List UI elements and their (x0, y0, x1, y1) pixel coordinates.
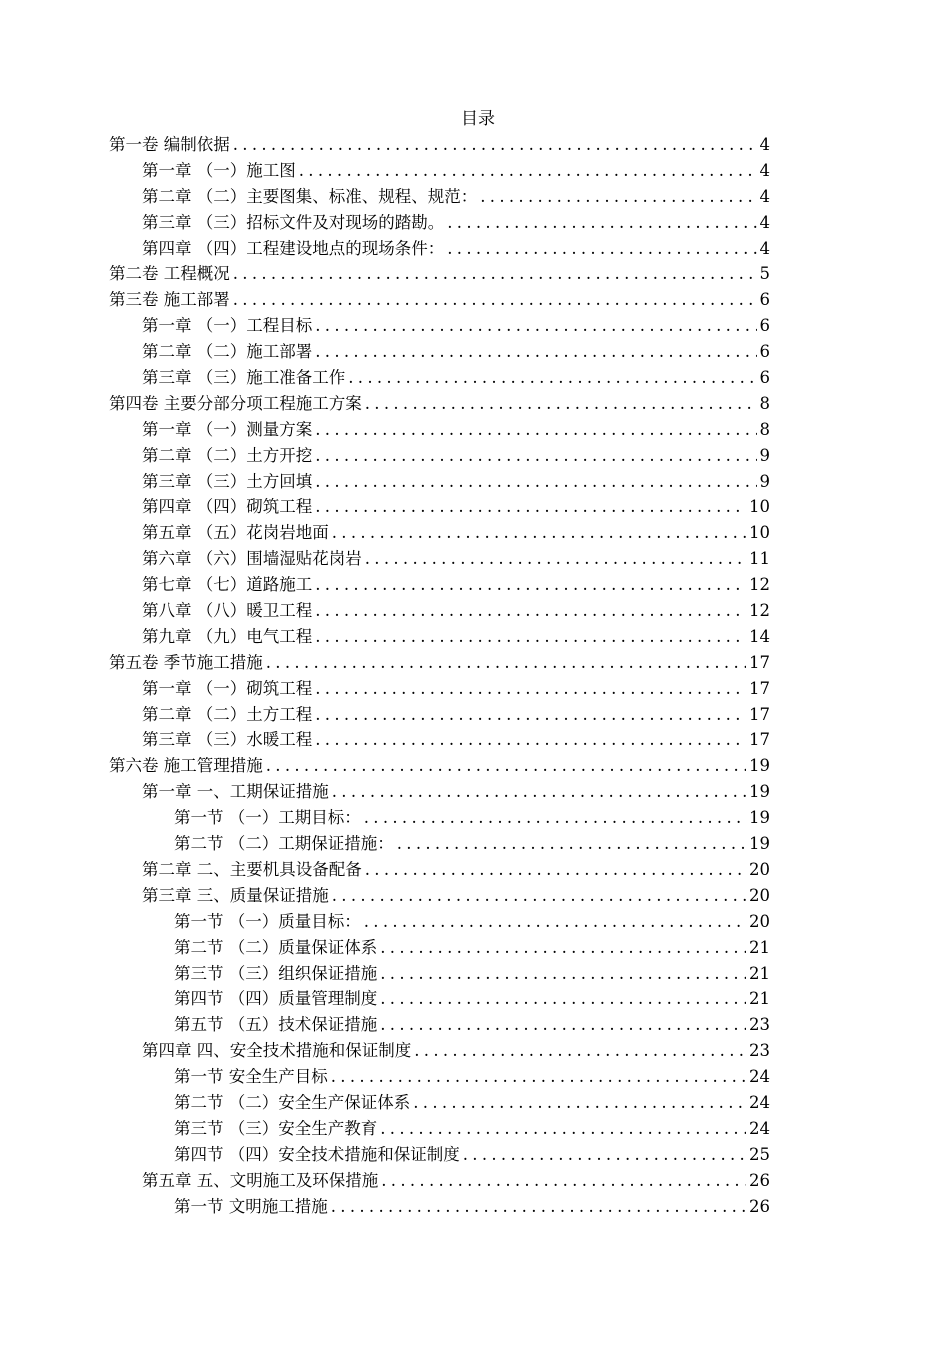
toc-entry-page-number: 4 (759, 135, 770, 154)
dot-leader (266, 650, 746, 676)
dot-leader (332, 520, 746, 546)
toc-entry-page-number: 4 (759, 186, 770, 206)
toc-entry-page-number: 8 (759, 393, 770, 413)
toc-entry-page-number: 20 (749, 911, 770, 931)
dot-leader (331, 1064, 746, 1090)
dot-leader (315, 494, 746, 520)
toc-entry-label: 第二章 （二）土方开挖 (142, 445, 313, 465)
toc-entry[interactable] (0, 184, 950, 210)
dot-leader (332, 883, 746, 909)
toc-entry-page-number: 19 (749, 808, 770, 828)
toc-entry[interactable] (0, 365, 950, 391)
toc-entry[interactable] (0, 313, 950, 339)
toc-entry-label: 第一节 文明施工措施 (174, 1196, 328, 1216)
toc-entry-page-number: 26 (749, 1196, 770, 1216)
dot-leader (397, 831, 746, 857)
toc-entry-page-number: 24 (749, 1092, 770, 1112)
dot-leader (348, 365, 756, 391)
dot-leader (380, 1012, 746, 1038)
toc-entry-page-number: 25 (749, 1144, 770, 1164)
toc-entry-label: 第五节 （五）技术保证措施 (174, 1015, 378, 1035)
dot-leader (315, 469, 756, 495)
toc-entry-page-number: 20 (749, 885, 770, 905)
toc-entry-label: 第一节 （一）工期目标： (174, 808, 361, 828)
toc-entry-page-number: 26 (749, 1170, 770, 1190)
toc-entry-label: 第一节 （一）质量目标： (174, 911, 361, 931)
dot-leader (447, 210, 756, 236)
toc-entry-page-number: 17 (749, 652, 770, 672)
dot-leader (447, 236, 756, 262)
toc-entry-page-number: 6 (759, 368, 770, 388)
toc-entry[interactable] (0, 494, 950, 520)
dot-leader (413, 1090, 746, 1116)
toc-entry-label: 第三章 （三）施工准备工作 (142, 368, 346, 388)
toc-entry-label: 第四节 （四）安全技术措施和保证制度 (174, 1144, 460, 1164)
toc-entry-page-number: 20 (749, 859, 770, 879)
toc-entry-page-number: 10 (749, 497, 770, 517)
dot-leader (315, 572, 746, 598)
toc-entry[interactable] (0, 805, 950, 831)
toc-entry-page-number: 5 (759, 264, 770, 284)
toc-entry[interactable] (0, 1116, 950, 1142)
toc-entry[interactable] (0, 986, 950, 1012)
dot-leader (380, 1116, 746, 1142)
toc-entry-page-number: 6 (759, 290, 770, 310)
toc-entry-label: 第五章 （五）花岗岩地面 (142, 523, 329, 543)
dot-leader (315, 598, 746, 624)
toc-entry[interactable] (0, 1038, 950, 1064)
table-of-contents (0, 132, 950, 1219)
toc-entry-label: 第一章 （一）工程目标 (142, 316, 313, 336)
dot-leader (365, 391, 757, 417)
dot-leader (315, 676, 746, 702)
dot-leader (364, 909, 746, 935)
dot-leader (315, 339, 756, 365)
toc-entry[interactable] (0, 1142, 950, 1168)
toc-entry-page-number: 4 (759, 238, 770, 258)
toc-entry-label: 第八章 （八）暖卫工程 (142, 601, 313, 621)
toc-entry-page-number: 8 (759, 419, 770, 439)
toc-entry-label: 第一章 （一）施工图 (142, 160, 296, 180)
toc-entry-label: 第三节 （三）组织保证措施 (174, 963, 378, 983)
toc-entry-page-number: 14 (749, 626, 770, 646)
toc-entry[interactable] (0, 417, 950, 443)
dot-leader (233, 132, 757, 158)
dot-leader (299, 158, 757, 184)
dot-leader (365, 546, 746, 572)
toc-entry[interactable] (0, 520, 950, 546)
toc-entry-label: 第六章 （六）围墙湿贴花岗岩 (142, 549, 362, 569)
toc-entry-page-number: 17 (749, 678, 770, 698)
toc-entry-label: 第三章 （三）招标文件及对现场的踏勘。 (142, 212, 445, 232)
toc-entry-page-number: 21 (749, 989, 770, 1009)
toc-entry[interactable] (0, 1194, 950, 1220)
toc-entry-page-number: 4 (759, 212, 770, 232)
toc-entry-page-number: 19 (749, 756, 770, 776)
dot-leader (381, 1168, 746, 1194)
toc-entry-page-number: 19 (749, 834, 770, 854)
toc-entry[interactable] (0, 702, 950, 728)
toc-entry-page-number: 6 (759, 316, 770, 336)
toc-entry-label: 第二章 （二）施工部署 (142, 342, 313, 362)
toc-entry[interactable] (0, 1168, 950, 1194)
toc-entry-label: 第一章 （一）砌筑工程 (142, 678, 313, 698)
toc-entry-label: 第二节 （二）工期保证措施： (174, 834, 394, 854)
toc-entry-page-number: 17 (749, 704, 770, 724)
toc-entry-page-number: 6 (759, 342, 770, 362)
toc-entry-label: 第五卷 季节施工措施 (109, 652, 263, 672)
toc-entry-page-number: 12 (749, 601, 770, 621)
toc-entry-label: 第二节 （二）质量保证体系 (174, 937, 378, 957)
toc-entry-label: 第一节 安全生产目标 (174, 1067, 328, 1087)
toc-entry[interactable] (0, 961, 950, 987)
toc-entry[interactable] (0, 469, 950, 495)
toc-entry-label: 第一卷 编制依据 (109, 135, 230, 154)
toc-entry[interactable] (0, 287, 950, 313)
toc-entry-label: 第二节 （二）安全生产保证体系 (174, 1092, 411, 1112)
toc-entry-page-number: 17 (749, 730, 770, 750)
toc-entry[interactable] (0, 779, 950, 805)
dot-leader (463, 1142, 746, 1168)
toc-entry[interactable] (0, 753, 950, 779)
dot-leader (233, 287, 757, 313)
toc-entry[interactable] (0, 857, 950, 883)
toc-entry-label: 第四卷 主要分部分项工程施工方案 (109, 393, 362, 413)
toc-entry-label: 第三章 三、质量保证措施 (142, 885, 329, 905)
toc-entry[interactable] (0, 727, 950, 753)
toc-entry-page-number: 21 (749, 937, 770, 957)
dot-leader (315, 443, 756, 469)
toc-entry-label: 第六卷 施工管理措施 (109, 756, 263, 776)
toc-entry-label: 第三卷 施工部署 (109, 290, 230, 310)
toc-entry-label: 第七章 （七）道路施工 (142, 575, 313, 595)
toc-entry[interactable] (0, 598, 950, 624)
dot-leader (266, 753, 746, 779)
dot-leader (233, 261, 757, 287)
dot-leader (315, 702, 746, 728)
toc-entry[interactable] (0, 546, 950, 572)
toc-entry[interactable] (0, 1090, 950, 1116)
dot-leader (331, 1194, 746, 1220)
toc-entry-label: 第九章 （九）电气工程 (142, 626, 313, 646)
dot-leader (414, 1038, 746, 1064)
toc-entry-page-number: 19 (749, 782, 770, 802)
toc-entry-page-number: 23 (749, 1015, 770, 1035)
toc-entry-label: 第四章 （四）工程建设地点的现场条件： (142, 238, 445, 258)
dot-leader (364, 805, 746, 831)
toc-entry-label: 第一章 （一）测量方案 (142, 419, 313, 439)
toc-entry-page-number: 23 (749, 1041, 770, 1061)
dot-leader (315, 313, 756, 339)
toc-entry[interactable] (0, 132, 950, 158)
toc-entry[interactable] (0, 1012, 950, 1038)
toc-entry[interactable] (0, 158, 950, 184)
toc-entry-label: 第二章 （二）主要图集、标准、规程、规范： (142, 186, 478, 206)
toc-entry[interactable] (0, 831, 950, 857)
toc-entry-label: 第二卷 工程概况 (109, 264, 230, 284)
toc-entry[interactable] (0, 391, 950, 417)
toc-entry-label: 第四章 四、安全技术措施和保证制度 (142, 1041, 412, 1061)
dot-leader (380, 961, 746, 987)
dot-leader (365, 857, 746, 883)
toc-entry-label: 第二章 二、主要机具设备配备 (142, 859, 362, 879)
dot-leader (315, 417, 756, 443)
toc-entry-label: 第五章 五、文明施工及环保措施 (142, 1170, 379, 1190)
dot-leader (315, 727, 746, 753)
toc-entry[interactable] (0, 676, 950, 702)
toc-entry[interactable] (0, 935, 950, 961)
toc-entry-page-number: 10 (749, 523, 770, 543)
toc-entry[interactable] (0, 210, 950, 236)
toc-entry[interactable] (0, 443, 950, 469)
toc-entry[interactable] (0, 909, 950, 935)
toc-entry-page-number: 9 (759, 445, 770, 465)
toc-entry-page-number: 4 (759, 160, 770, 180)
dot-leader (380, 935, 746, 961)
toc-entry[interactable] (0, 339, 950, 365)
toc-entry-page-number: 21 (749, 963, 770, 983)
toc-entry-page-number: 9 (759, 471, 770, 491)
toc-entry-label: 第三节 （三）安全生产教育 (174, 1118, 378, 1138)
toc-title: 目录 (461, 109, 495, 129)
toc-entry[interactable] (0, 261, 950, 287)
toc-entry-label: 第三章 （三）土方回填 (142, 471, 313, 491)
toc-entry-page-number: 11 (749, 549, 770, 569)
dot-leader (380, 986, 746, 1012)
toc-entry-label: 第二章 （二）土方工程 (142, 704, 313, 724)
toc-entry-page-number: 12 (749, 575, 770, 595)
toc-entry[interactable] (0, 572, 950, 598)
dot-leader (332, 779, 746, 805)
dot-leader (315, 624, 746, 650)
toc-entry[interactable] (0, 236, 950, 262)
toc-entry-page-number: 24 (749, 1118, 770, 1138)
toc-entry[interactable] (0, 1064, 950, 1090)
toc-entry[interactable] (0, 883, 950, 909)
toc-entry[interactable] (0, 624, 950, 650)
toc-entry-label: 第三章 （三）水暖工程 (142, 730, 313, 750)
dot-leader (480, 184, 756, 210)
toc-entry-label: 第四章 （四）砌筑工程 (142, 497, 313, 517)
toc-entry[interactable] (0, 650, 950, 676)
toc-entry-page-number: 24 (749, 1067, 770, 1087)
toc-entry-label: 第一章 一、工期保证措施 (142, 782, 329, 802)
toc-entry-label: 第四节 （四）质量管理制度 (174, 989, 378, 1009)
